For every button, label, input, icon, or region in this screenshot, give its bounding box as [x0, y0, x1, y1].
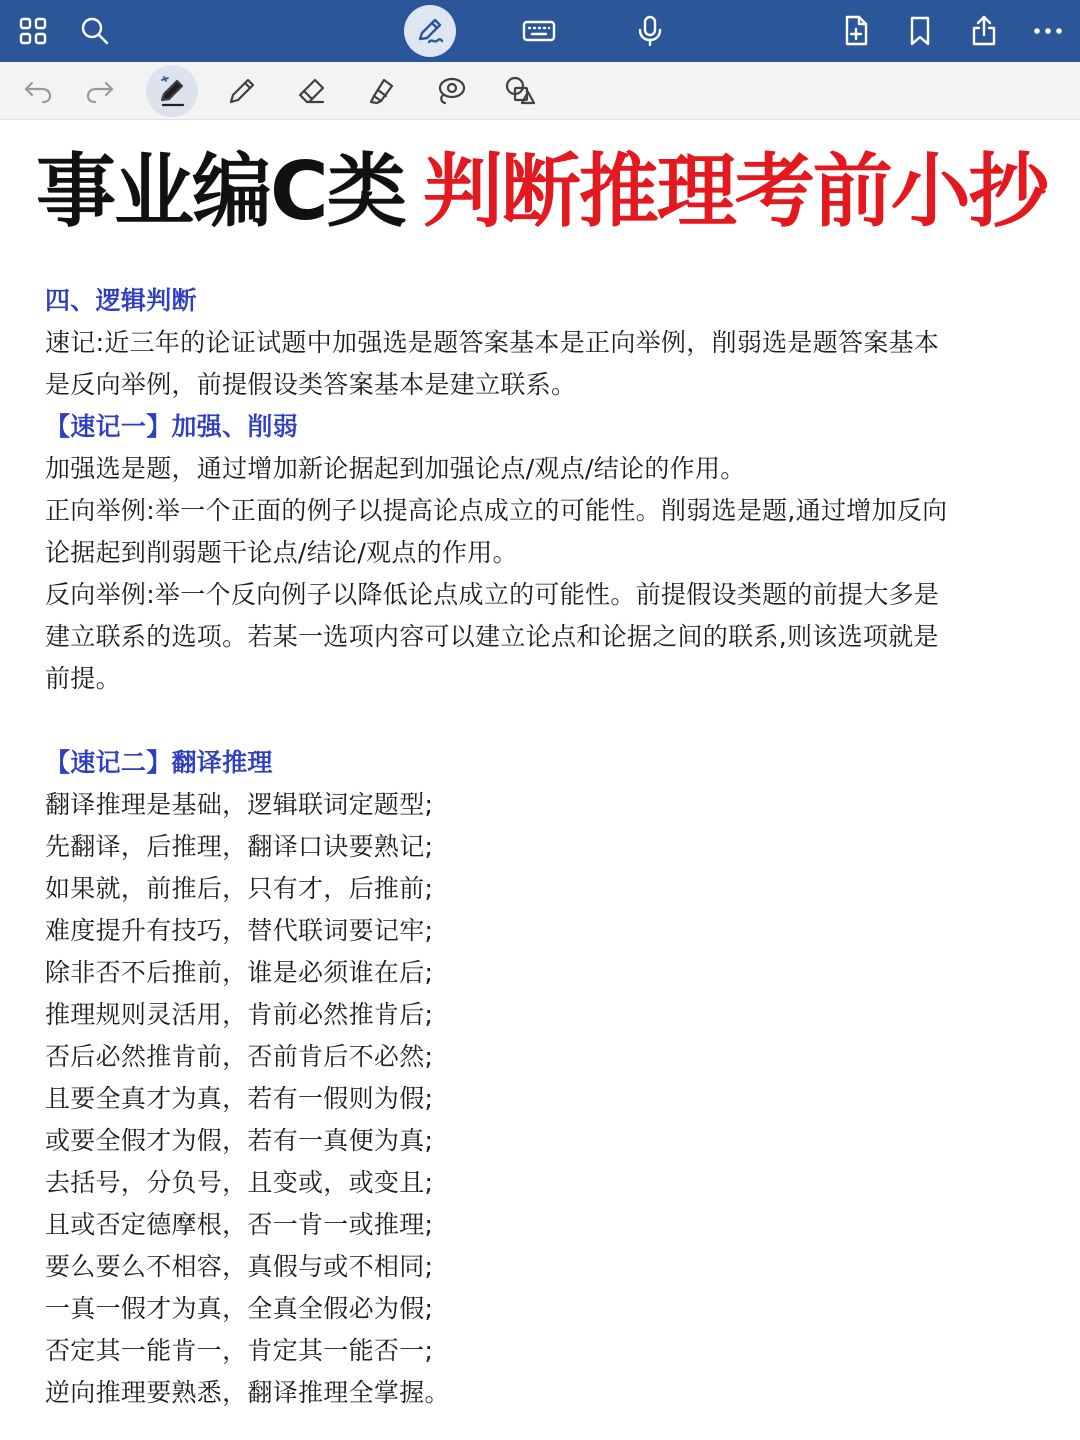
subsection-heading-2: 【速记二】翻译推理 — [45, 748, 273, 777]
smart-pen-icon — [146, 65, 198, 117]
paragraph-line: 正向举例:举一个正面的例子以提高论点成立的可能性。削弱选是题,通过增加反向 — [45, 496, 948, 525]
bookmark-icon[interactable] — [889, 0, 951, 62]
paragraph-line: 反向举例:举一个反向例子以降低论点成立的可能性。前提假设类题的前提大多是 — [45, 580, 940, 609]
paragraph-line: 建立联系的选项。若某一选项内容可以建立论点和论据之间的联系,则该选项就是 — [45, 622, 939, 651]
verse-line: 除非否不后推前，谁是必须谁在后; — [45, 958, 434, 987]
verse-line: 或要全假才为假，若有一真便为真; — [45, 1126, 434, 1155]
shapes-icon[interactable] — [492, 66, 548, 116]
app-top-bar — [0, 0, 1080, 62]
paragraph-line: 论据起到削弱题干论点/结论/观点的作用。 — [45, 538, 518, 567]
verse-line: 翻译推理是基础，逻辑联词定题型; — [45, 790, 434, 819]
pen-mode-icon — [404, 5, 456, 57]
lasso-icon[interactable] — [423, 66, 479, 116]
redo-icon[interactable] — [72, 66, 128, 116]
paragraph-line: 前提。 — [45, 664, 121, 693]
document-body — [45, 280, 1045, 1414]
eraser-icon[interactable] — [284, 66, 340, 116]
verse-line: 否后必然推肯前，否前肯后不必然; — [45, 1042, 434, 1071]
verse-line: 否定其一能肯一，肯定其一能否一; — [45, 1336, 434, 1365]
verse-line: 要么要么不相容，真假与或不相同; — [45, 1252, 434, 1281]
search-icon[interactable] — [64, 0, 126, 62]
microphone-icon[interactable] — [619, 0, 681, 62]
paragraph-line: 是反向举例，前提假设类答案基本是建立联系。 — [45, 370, 577, 399]
verse-line: 去括号，分负号，且变或，或变且; — [45, 1168, 434, 1197]
paragraph-line: 加强选是题，通过增加新论据起到加强论点/观点/结论的作用。 — [45, 454, 746, 483]
paragraph-gap — [45, 700, 1045, 742]
section-heading: 四、逻辑判断 — [45, 286, 197, 315]
drawing-toolbar — [0, 62, 1080, 120]
verse-line: 难度提升有技巧，替代联词要记牢; — [45, 916, 434, 945]
title-red-part: 判断推理考前小抄 — [422, 145, 1047, 238]
smart-pen-button[interactable] — [144, 66, 200, 116]
verse-line: 一真一假才为真，全真全假必为假; — [45, 1294, 434, 1323]
verse-line: 且要全真才为真，若有一假则为假; — [45, 1084, 434, 1113]
verse-line: 且或否定德摩根，否一肯一或推理; — [45, 1210, 434, 1239]
add-page-icon[interactable] — [825, 0, 887, 62]
verse-line: 逆向推理要熟悉，翻译推理全掌握。 — [45, 1378, 450, 1407]
undo-icon[interactable] — [10, 66, 66, 116]
document-title — [36, 142, 1056, 242]
pencil-icon[interactable] — [214, 66, 270, 116]
subsection-heading-1: 【速记一】加强、削弱 — [45, 412, 299, 441]
more-icon[interactable] — [1017, 0, 1079, 62]
keyboard-icon[interactable] — [508, 0, 570, 62]
grid-icon[interactable] — [2, 0, 64, 62]
verse-line: 先翻译，后推理，翻译口诀要熟记; — [45, 832, 434, 861]
verse-line: 如果就，前推后，只有才，后推前; — [45, 874, 434, 903]
verse-line: 推理规则灵活用，肯前必然推肯后; — [45, 1000, 434, 1029]
share-icon[interactable] — [953, 0, 1015, 62]
highlighter-icon[interactable] — [353, 66, 409, 116]
pen-mode-button[interactable] — [399, 0, 461, 62]
paragraph-line: 速记:近三年的论证试题中加强选是题答案基本是正向举例，削弱选是题答案基本 — [45, 328, 940, 357]
title-black-part: 事业编C类 — [36, 145, 405, 238]
